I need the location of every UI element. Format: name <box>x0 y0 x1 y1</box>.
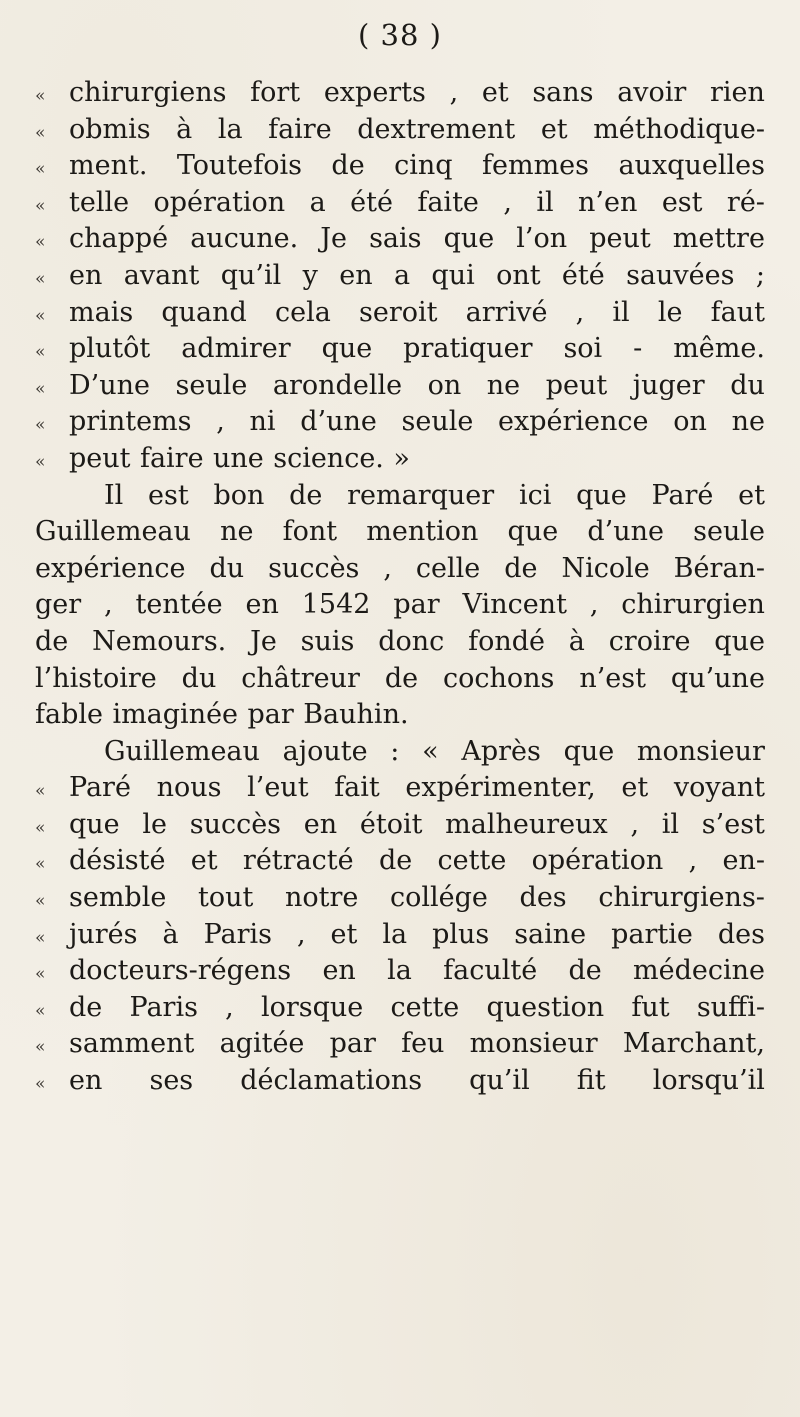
quote-mark: « <box>35 378 46 399</box>
line-text: semble tout notre collége des chirurgiens- <box>69 882 765 914</box>
quote-mark: « <box>35 451 46 472</box>
text-line <box>35 406 765 443</box>
text-line <box>35 699 765 736</box>
text-line <box>35 1028 765 1065</box>
line-text: ger , tentée en 1542 par Vincent , chirurgien <box>35 589 765 621</box>
page-number: ( 38 ) <box>358 18 442 52</box>
quote-mark: « <box>35 891 46 912</box>
line-text: Guillemeau ne font mention que d’une seule <box>35 516 765 548</box>
quote-mark: « <box>35 122 46 143</box>
text-line <box>35 1065 765 1102</box>
text-line <box>35 260 765 297</box>
line-text: obmis à la faire dextrement et méthodique- <box>69 113 765 145</box>
text-line <box>35 114 765 151</box>
line-text: fable imaginée par Bauhin. <box>35 699 409 731</box>
line-text: expérience du succès , celle de Nicole Béran- <box>35 552 765 584</box>
quote-mark: « <box>35 305 46 326</box>
line-text: samment agitée par feu monsieur Marchant, <box>69 1028 765 1060</box>
text-line <box>35 809 765 846</box>
line-text: l’histoire du châtreur de cochons n’est qu’une <box>35 662 765 694</box>
text-line <box>35 882 765 919</box>
line-text: docteurs-régens en la faculté de médecine <box>69 955 765 987</box>
line-text: Guillemeau ajoute : « Après que monsieur <box>104 735 765 767</box>
quote-mark: « <box>35 781 46 802</box>
line-text: de Paris , lorsque cette question fut suffi- <box>69 991 765 1023</box>
line-text: D’une seule arondelle on ne peut juger du <box>69 369 765 401</box>
quote-mark: « <box>35 159 46 180</box>
text-line <box>35 516 765 553</box>
line-text: Il est bon de remarquer ici que Paré et <box>104 479 765 511</box>
text-line <box>35 480 765 517</box>
text-line <box>35 589 765 626</box>
text-line <box>35 187 765 224</box>
line-text: plutôt admirer que pratiquer soi - même. <box>69 333 765 365</box>
quote-mark: « <box>35 415 46 436</box>
quote-mark: « <box>35 86 46 106</box>
text-line <box>35 919 765 956</box>
quote-mark: « <box>35 817 46 838</box>
text-line <box>35 333 765 370</box>
quote-mark: « <box>35 927 46 948</box>
quote-mark: « <box>35 232 46 253</box>
quote-mark: « <box>35 1000 46 1021</box>
line-text: jurés à Paris , et la plus saine partie des <box>69 918 765 950</box>
text-line <box>35 77 765 114</box>
quote-mark: « <box>35 854 46 875</box>
line-text: chappé aucune. Je sais que l’on peut mettre <box>69 223 765 255</box>
text-line <box>35 845 765 882</box>
text-line <box>35 370 765 407</box>
quote-mark: « <box>35 195 46 216</box>
text-line <box>35 626 765 663</box>
line-text: printems , ni d’une seule expérience on ne <box>69 406 765 438</box>
line-text: de Nemours. Je suis donc fondé à croire que <box>35 625 765 657</box>
text-block <box>35 77 765 1102</box>
text-line <box>35 150 765 187</box>
line-text: en avant qu’il y en a qui ont été sauvées ; <box>69 259 765 291</box>
line-text: telle opération a été faite , il n’en est ré- <box>69 186 765 218</box>
quote-mark: « <box>35 268 46 289</box>
quote-mark: « <box>35 342 46 363</box>
text-line <box>35 297 765 334</box>
text-line <box>35 223 765 260</box>
text-line <box>35 992 765 1029</box>
line-text: que le succès en étoit malheureux , il s’est <box>69 808 765 840</box>
text-line <box>35 663 765 700</box>
line-text: mais quand cela seroit arrivé , il le faut <box>69 296 765 328</box>
text-line <box>35 772 765 809</box>
line-text: Paré nous l’eut fait expérimenter, et voyant <box>69 772 765 804</box>
line-text: en ses déclamations qu’il fit lorsqu’il <box>69 1065 765 1097</box>
quote-mark: « <box>35 1074 46 1095</box>
text-line <box>35 443 765 480</box>
quote-mark: « <box>35 1037 46 1058</box>
line-text: peut faire une science. » <box>69 442 410 474</box>
line-text: chirurgiens fort experts , et sans avoir rien <box>69 77 765 108</box>
quote-mark: « <box>35 964 46 985</box>
line-text: désisté et rétracté de cette opération , en- <box>69 845 765 877</box>
text-line <box>35 553 765 590</box>
line-text: ment. Toutefois de cinq femmes auxquelles <box>69 150 765 182</box>
text-line <box>35 955 765 992</box>
text-line <box>35 736 765 773</box>
